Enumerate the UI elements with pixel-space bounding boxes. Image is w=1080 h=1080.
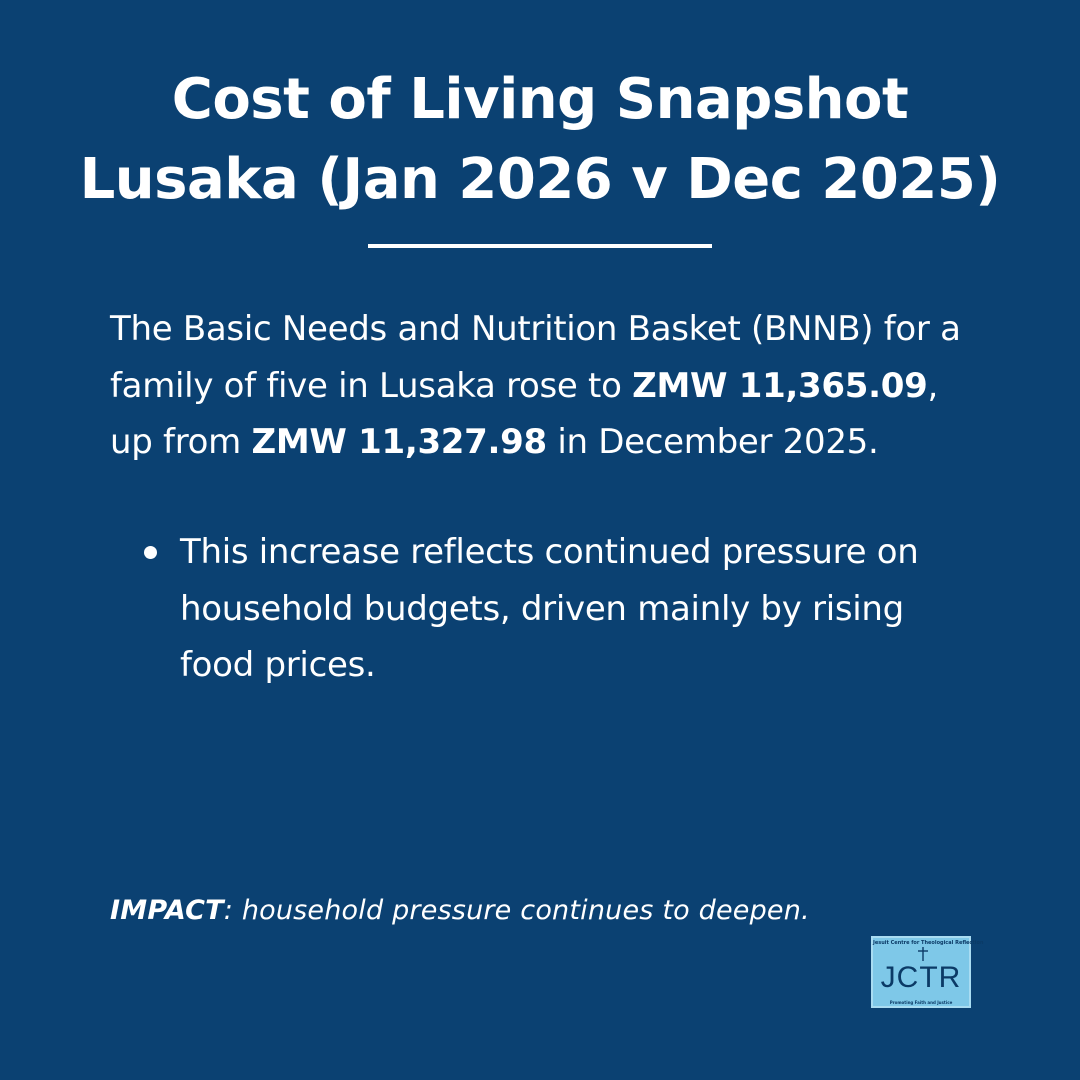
title-line-2: Lusaka (Jan 2026 v Dec 2025) <box>79 147 1001 212</box>
jctr-logo <box>871 936 984 1008</box>
bullet-dot-icon <box>144 546 157 559</box>
previous-basket-value: ZMW 11,327.98 <box>251 422 547 462</box>
logo-mark: JCTR <box>880 961 962 994</box>
intro-text-1: The Basic Needs and Nutrition Basket (BNNB) for a family of five in Lusaka rose to <box>110 309 961 406</box>
list-item <box>144 524 974 694</box>
impact-text: : household pressure continues to deepen. <box>223 895 810 926</box>
cross-icon <box>917 947 929 961</box>
bullet-list <box>144 524 974 694</box>
current-basket-value: ZMW 11,365.09 <box>632 365 928 406</box>
impact-statement <box>110 895 810 926</box>
intro-text-3: in December 2025. <box>546 422 879 462</box>
logo-top-text: Jesuit Centre for Theological Reflection <box>873 940 984 946</box>
logo-bottom-text: Promoting Faith and Justice <box>889 1000 953 1005</box>
intro-text-2: , up from <box>110 365 938 462</box>
impact-label: IMPACT <box>110 895 224 926</box>
page-title <box>0 60 1080 220</box>
bullet-text: This increase reflects continued pressure on household budgets, driven mainly by rising food prices. <box>180 532 919 685</box>
title-line-1: Cost of Living Snapshot <box>171 67 909 132</box>
title-divider <box>368 244 712 248</box>
intro-paragraph <box>110 301 990 471</box>
